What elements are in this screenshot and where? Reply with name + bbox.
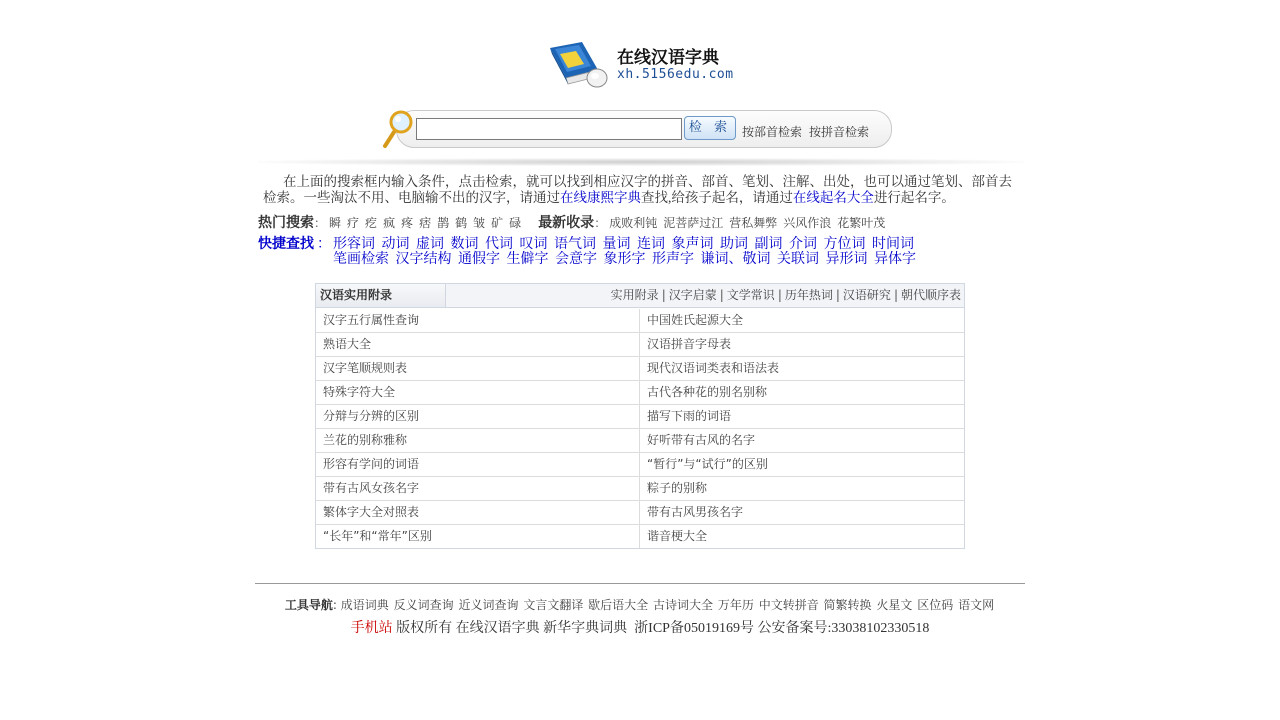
hot-search-item[interactable]: 疙 <box>365 216 378 230</box>
tool-link[interactable]: 简繁转换 <box>823 598 872 612</box>
quick-link[interactable]: 助词 <box>720 237 748 252</box>
table-row <box>316 477 964 501</box>
quick-link[interactable]: 方位词 <box>823 237 866 252</box>
appendix-tabs <box>446 284 964 307</box>
copyright <box>0 617 1280 637</box>
intro-part: 查找,给孩子起名，请通过 <box>641 190 793 205</box>
search-button[interactable]: 检 索 <box>684 116 736 140</box>
quick-link[interactable]: 象声词 <box>671 237 714 252</box>
tool-link[interactable]: 歇后语大全 <box>588 598 649 612</box>
quick-link[interactable]: 异形词 <box>825 252 868 267</box>
quick-link[interactable]: 通假字 <box>458 252 500 267</box>
appendix-link[interactable]: 描写下雨的词语 <box>647 409 732 423</box>
dict-name-link[interactable]: 新华字典词典 <box>543 621 628 636</box>
hot-search-item[interactable]: 痞 <box>419 216 432 230</box>
quick-link[interactable]: 形声字 <box>652 252 694 267</box>
search-input[interactable] <box>416 118 682 140</box>
quick-link[interactable]: 生僻字 <box>506 252 549 267</box>
logo-url: xh.5156edu.com <box>617 67 734 82</box>
tool-link[interactable]: 古诗词大全 <box>653 598 714 612</box>
tool-link[interactable]: 语文网 <box>958 598 995 612</box>
appendix-tab[interactable]: 汉语研究 <box>842 288 891 302</box>
appendix-link[interactable]: “暂行”与“试行”的区别 <box>647 457 768 471</box>
latest-item[interactable]: 花繁叶茂 <box>837 216 886 230</box>
quick-link[interactable]: 叹词 <box>519 237 548 252</box>
table-row <box>316 309 964 333</box>
appendix-link[interactable]: 带有古风女孩名字 <box>316 477 640 500</box>
colon: ： <box>317 236 331 252</box>
latest-item[interactable]: 泥菩萨过江 <box>663 216 724 230</box>
quick-lookup-label: 快捷查找 <box>258 235 314 251</box>
quick-link[interactable]: 谦词、敬词 <box>700 252 771 267</box>
quick-link[interactable]: 虚词 <box>416 237 444 252</box>
latest-item[interactable]: 营私舞弊 <box>729 216 778 230</box>
quick-link[interactable]: 关联词 <box>777 252 819 267</box>
hot-search-item[interactable]: 鹊 <box>437 216 450 230</box>
mobile-site-link[interactable]: 手机站 <box>350 621 393 636</box>
tool-link[interactable]: 成语词典 <box>340 598 389 612</box>
police-record-text: 公安备案号:33038102330518 <box>757 621 930 636</box>
tool-link[interactable]: 火星文 <box>876 598 913 612</box>
appendix-link[interactable]: 中国姓氏起源大全 <box>647 313 744 327</box>
colon: : <box>332 598 337 612</box>
colon: ： <box>594 216 607 230</box>
hot-search-item[interactable]: 疯 <box>383 216 396 230</box>
quick-link[interactable]: 笔画检索 <box>333 252 389 267</box>
quick-lookup-line <box>333 248 919 268</box>
hot-search-row <box>258 212 1018 232</box>
rights-text: 版权所有 <box>396 621 453 636</box>
latest-item[interactable]: 成败利钝 <box>609 216 658 230</box>
quick-link[interactable]: 形容词 <box>333 237 375 252</box>
hot-search-item[interactable]: 疼 <box>401 216 414 230</box>
quick-link[interactable]: 量词 <box>602 237 631 252</box>
intro-part: 进行起名字。 <box>873 190 955 205</box>
site-logo[interactable] <box>546 40 746 92</box>
table-row <box>316 453 964 477</box>
quick-link[interactable]: 汉字结构 <box>395 252 452 267</box>
appendix-table <box>315 283 965 549</box>
table-row <box>316 405 964 429</box>
table-row <box>316 381 964 405</box>
appendix-link[interactable]: 繁体字大全对照表 <box>316 501 640 524</box>
appendix-link[interactable]: 粽子的别称 <box>647 481 708 495</box>
quick-link[interactable]: 异体字 <box>874 252 916 267</box>
kangxi-dictionary-link[interactable]: 在线康熙字典 <box>560 190 641 205</box>
hot-search-item[interactable]: 皱 <box>473 216 486 230</box>
appendix-link[interactable]: 汉字笔顺规则表 <box>316 357 640 380</box>
hot-search-label: 热门搜索 <box>258 214 314 230</box>
book-logo-icon <box>546 40 610 92</box>
latest-item[interactable]: 兴风作浪 <box>783 216 832 230</box>
appendix-link[interactable]: 熟语大全 <box>316 333 640 356</box>
hot-search-item[interactable]: 鹤 <box>455 216 468 230</box>
appendix-link[interactable]: “长年”和“常年”区别 <box>316 525 640 548</box>
naming-link[interactable]: 在线起名大全 <box>792 190 874 205</box>
logo-title: 在线汉语字典 <box>617 48 719 68</box>
tool-link[interactable]: 区位码 <box>917 598 954 612</box>
tool-link[interactable]: 文言文翻译 <box>523 598 584 612</box>
appendix-link[interactable]: 形容有学问的词语 <box>316 453 640 476</box>
quick-link[interactable]: 象形字 <box>603 252 646 267</box>
appendix-link[interactable]: 谐音梗大全 <box>647 529 708 543</box>
tool-link[interactable]: 万年历 <box>717 598 754 612</box>
separator: | <box>893 288 898 302</box>
icp-text: 浙ICP备05019169号 <box>634 621 754 636</box>
appendix-body <box>316 309 964 548</box>
quick-link[interactable]: 连词 <box>637 237 665 252</box>
hot-search-item[interactable]: 疗 <box>347 216 360 230</box>
appendix-tab[interactable]: 文学常识 <box>726 288 775 302</box>
appendix-link[interactable]: 带有古风男孩名字 <box>647 505 744 519</box>
appendix-link[interactable]: 分辩与分辨的区别 <box>316 405 640 428</box>
separator: | <box>661 288 666 302</box>
magnifier-icon <box>380 108 414 150</box>
appendix-tab[interactable]: 历年热词 <box>784 288 833 302</box>
quick-link[interactable]: 语气词 <box>554 237 596 252</box>
latest-label: 最新收录 <box>538 214 595 230</box>
appendix-link[interactable]: 汉语拼音字母表 <box>647 337 732 351</box>
divider <box>258 158 1024 166</box>
quick-link[interactable]: 时间词 <box>872 237 914 252</box>
tool-link[interactable]: 反义词查询 <box>393 598 454 612</box>
tool-nav <box>0 596 1280 613</box>
appendix-link[interactable]: 汉字五行属性查询 <box>316 309 640 332</box>
hot-search-item[interactable]: 矿 <box>491 216 504 230</box>
tool-link[interactable]: 近义词查询 <box>458 598 519 612</box>
appendix-link[interactable]: 现代汉语词类表和语法表 <box>647 361 780 375</box>
table-row <box>316 333 964 357</box>
tool-link[interactable]: 中文转拼音 <box>758 598 819 612</box>
separator: | <box>835 288 840 302</box>
quick-link[interactable]: 副词 <box>754 237 783 252</box>
table-row <box>316 429 964 453</box>
intro-part: 在上面的搜索框内输入条件，点击检索，就可以找到相应汉字的拼音、部首、笔划、注解、出处，也可以通过笔划、部首去检索。一些淘汰不用、电脑输不出的汉字，请通过 <box>263 174 1012 205</box>
table-row <box>316 525 964 548</box>
separator: | <box>777 288 782 302</box>
appendix-link[interactable]: 古代各种花的别名别称 <box>647 385 768 399</box>
appendix-link[interactable]: 特殊字符大全 <box>316 381 640 404</box>
intro-text <box>263 174 1021 206</box>
appendix-link[interactable]: 好听带有古风的名字 <box>647 433 756 447</box>
table-row <box>316 501 964 525</box>
hot-search-item[interactable]: 瞬 <box>329 216 342 230</box>
appendix-tab[interactable]: 汉字启蒙 <box>668 288 717 302</box>
tool-nav-label: 工具导航 <box>284 598 333 612</box>
radical-search-link[interactable]: 按部首检索 <box>742 125 803 139</box>
appendix-title: 汉语实用附录 <box>316 284 446 307</box>
table-row <box>316 357 964 381</box>
footer-divider <box>255 583 1025 584</box>
quick-link[interactable]: 数词 <box>450 237 479 252</box>
site-name-link[interactable]: 在线汉语字典 <box>455 621 540 636</box>
appendix-link[interactable]: 兰花的别称雅称 <box>316 429 640 452</box>
separator: | <box>719 288 724 302</box>
pinyin-search-link[interactable]: 按拼音检索 <box>809 125 870 139</box>
hot-search-item[interactable]: 碌 <box>509 216 522 230</box>
colon: ： <box>314 216 327 230</box>
quick-link[interactable]: 代词 <box>485 237 513 252</box>
quick-link[interactable]: 会意字 <box>555 252 597 267</box>
quick-link[interactable]: 介词 <box>789 237 817 252</box>
quick-link[interactable]: 动词 <box>381 237 410 252</box>
appendix-header <box>316 284 964 308</box>
appendix-tab[interactable]: 朝代顺序表 <box>900 288 961 302</box>
appendix-tab[interactable]: 实用附录 <box>610 288 659 302</box>
